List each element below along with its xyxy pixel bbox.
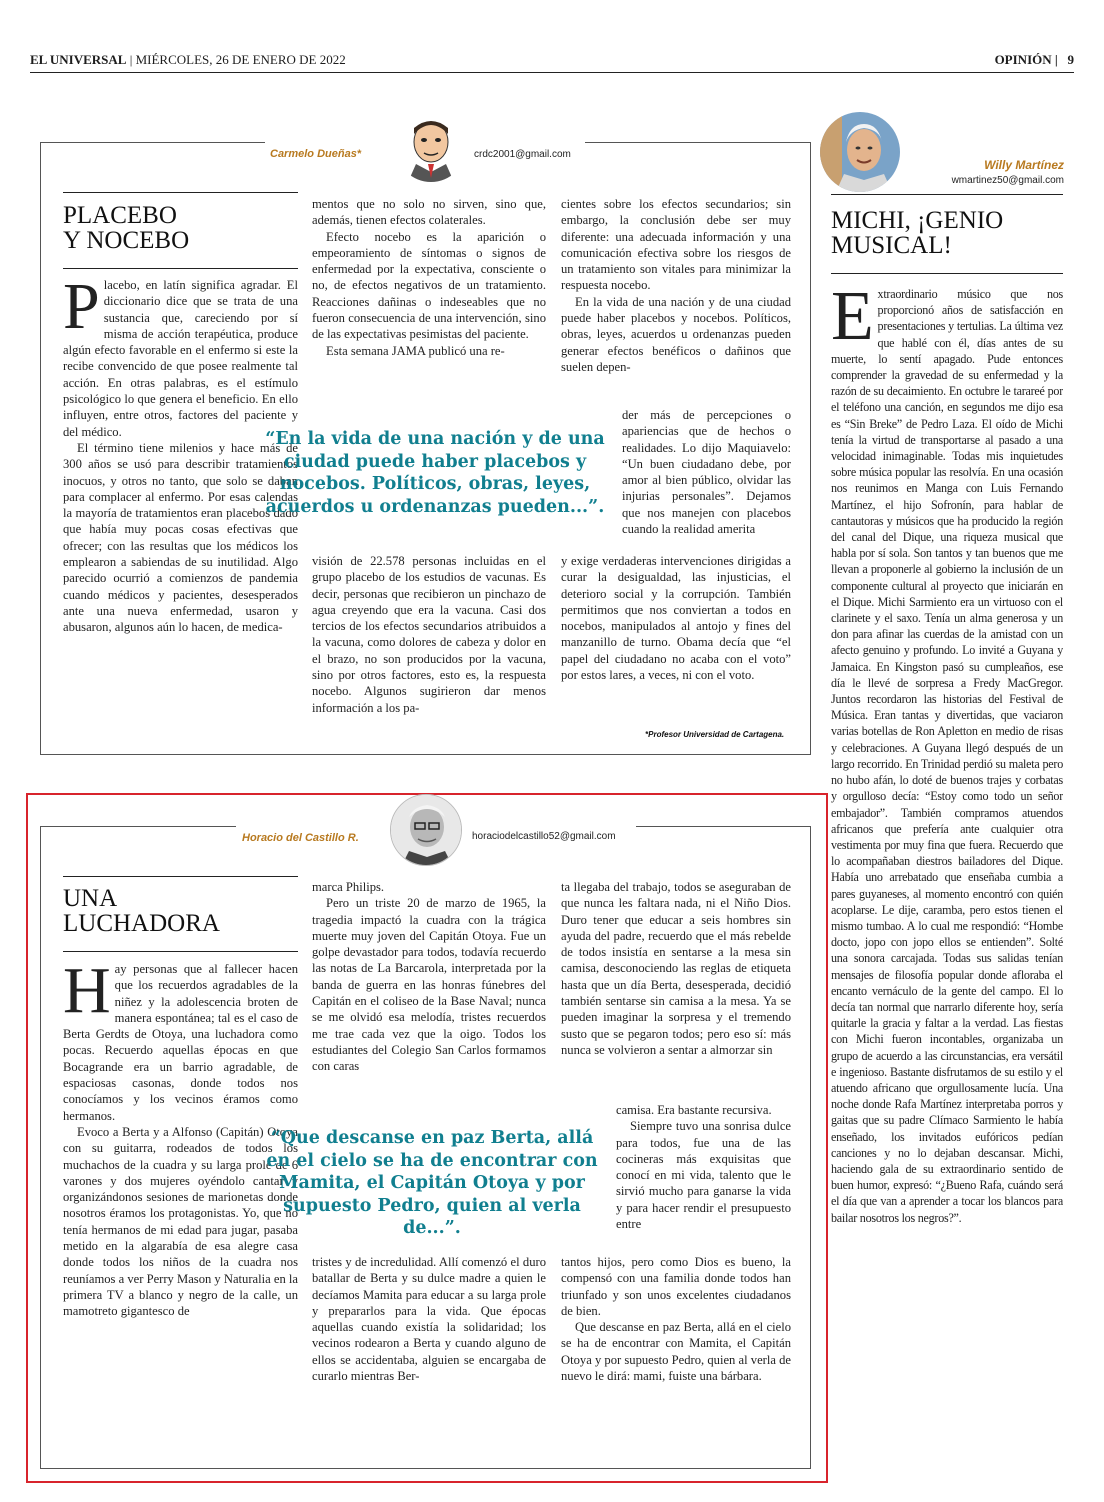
article-column-3-bottom: tantos hijos, pero como Dios es bueno, la compensó con una familia donde todos han triunfado y son unos excelentes ciudadanos de bien. Que descanse en paz Berta, allá en el cielo se ha de encontrar con Mamita, el Capitán Otoya y por supuesto Pedro, quien al verla de nuevo le dirá: mami, fuiste una bárbara. [561,1255,791,1384]
newspaper-header: EL UNIVERSAL | MIÉRCOLES, 26 DE ENERO DE 2022 [30,52,346,67]
article-column-2-top: mentos que no solo no sirven, sino que, además, tienen efectos colaterales. Efecto nocebo es la aparición o empeoramiento de síntomas o signos de enfermedad por la expectativa, consciente o no, de efectos negativos de un tratamiento. Reacciones dañinas o indeseables que no fueron consecuencia de una intervención, sino de las expectativas pesimistas del paciente. Esta semana JAMA publicó una re- [312,197,546,358]
article-column-2-bottom: tristes y de incredulidad. Allí comenzó el duro batallar de Berta y su dulce madre a quien le decíamos Mamita para educar a su larga prole y prepararlos para la vida. Que épocas aquellas cuando existía la solidaridad; los vecinos rodearon a Berta y cuando alguno de ellos se accidentaba, alguien se encargaba de curarlo mientras Ber- [312,1255,546,1384]
headline: PLACEBO Y NOCEBO [63,202,190,254]
page-number: 9 [1067,52,1074,67]
author-photo-icon [820,112,900,192]
pull-quote: “Que descanse en paz Berta, allá en el cielo se ha de encontrar con Mamita, el Capitán Otoya y por supuesto Pedro, quien al verla de...”. [266,1128,598,1238]
newspaper-name: EL UNIVERSAL [30,52,127,67]
article-column-2-top: marca Philips. Pero un triste 20 de marzo de 1965, la tragedia impactó la cuadra con la trágica muerte muy joven del Capitán Otoya. Fue un golpe devastador para todos, todavía recuerdo las notas de La Barcarola, interpretada por la banda de guerra en las honras fúnebres del Capitán en el coliseo de la Base Naval; nunca se me olvidó esa melodía, tristes recuerdos me trae cada vez que la oigo. Todos los estudiantes del Colegio San Carlos formamos con caras [312,880,546,1074]
pull-quote: “En la vida de una nación y de una ciudad puede haber placebos y nocebos. Políticos, obras, leyes, acuerdos u ordenanzas pueden...”. [265,429,605,517]
drop-cap: E [831,286,874,355]
author-email: horaciodelcastillo52@gmail.com [472,831,616,842]
article-column-2-bottom: visión de 22.578 personas incluidas en el grupo placebo de los estudios de vacunas. Es decir, personas que recibieron un pinchazo de agua creyendo que era la vacuna. Casi dos tercios de los efectos secundarios atribuidos a la vacuna, como dolores de cabeza y dolor en el brazo, no son producidos por la vacuna, sino por otros factores, esto es, la respuesta nocebo. Algunos sugirieron dar menos información a los pa- [312,554,546,715]
author-photo-icon [390,794,462,866]
article-column-3-top: ta llegaba del trabajo, todos se aseguraban de que nunca les faltara nada, ni el Niño Dios. Duro tener que educar a seis hombres sin ayuda del padre, recuerdo que el más rebelde de todos insistía en sentarse a la mesa sin camisa, desconociendo las reglas de etiqueta hasta que un día Berta, desesperada, decidió también sentarse sin camisa a la mesa. Ya se pueden imaginar la sorpresa y el tremendo susto que se pegaron todos; pero eso sí: más nunca se volvieron a sentar a almorzar sin [561,880,791,1057]
headline-rule-bottom [63,951,298,952]
author-name: Willy Martínez [984,158,1064,172]
drop-cap: H [63,961,111,1027]
author-email: wmartinez50@gmail.com [951,175,1064,186]
headline-rule-bottom [63,268,298,269]
article-column-1: Placebo, en latín significa agradar. El diccionario dice que se trata de una sustancia que, careciendo por sí misma de acción terapéutica, produce algún efecto favorable en el enfermo si este la recibe convencido de que posee realmente tal acción. En otras palabras, es el estímulo psicológico lo que genera el beneficio. En ello influyen, entre otros, factores del paciente y del médico. El término tiene milenios y hace más de 300 años se usó para describir tratamientos inocuos, y otros no tanto, que solo se daban para complacer al enfermo. Por esas calendas la mayoría de tratamientos eran placebos dado que había muy pocas cosas efectivas que ofrecer; con las resultas que los médicos los emplearon a sabiendas de su inutilidad. Algo parecido ocurrió a comienzos de pandemia cuando médicos y pacientes, desesperados ante una nueva enfermedad, usaron y abusaron, algunos aún lo hacen, de medica- [63,277,298,635]
headline: UNA LUCHADORA [63,885,220,937]
section-header: OPINIÓN | 9 [994,52,1074,67]
author-email: crdc2001@gmail.com [474,149,571,160]
author-caricature-icon [396,112,466,182]
header-rule [30,72,1074,73]
article-column-1: Hay personas que al fallecer hacen que los recuerdos agradables de la niñez y la adolescencia broten de manera espontánea; tal es el caso de Berta Gerdts de Otoya, una luchadora como pocas. Recuerdo aquellas épocas en que Bocagrande era un barrio agradable, de espaciosas casonas, donde todos nos conocíamos y los vecinos éramos como hermanos. Evoco a Berta y a Alfonso (Capitán) Otoya con su guitarra, rodeados de todos los muchachos de la cuadra y su larga prole de 6 varones y dos mujeres oyéndolo cantar y organizándonos sesiones de marionetas donde nosotros éramos los protagonistas. Yo, que no tenía hermanos de mi edad para jugar, pasaba metido en la algarabía de esa alegre casa donde todos los niños de la cuadra nos reuníamos a ver Perry Mason y Naturalia en la primera TV a blanco y negro de la calle, un mamotreto gigantesco de [63,961,298,1319]
headline-rule [63,876,298,877]
section-name: OPINIÓN [994,52,1052,67]
author-name: Carmelo Dueñas* [270,148,362,160]
headline: MICHI, ¡GENIO MUSICAL! [831,207,1004,259]
article-column-3-mid: camisa. Era bastante recursiva. Siempre tuvo una sonrisa dulce para todos, fue una de las cocineras más exquisitas que conocí en mi vida, talento que le sirvió mucho para ganarse la vida y para hacer rendir el presupuesto entre [616,1103,791,1232]
headline-rule [831,194,1063,195]
author-footnote: *Profesor Universidad de Cartagena. [645,730,785,739]
article-column-3-mid: der más de percepciones o apariencias que de hechos o realidades. Lo dijo Maquiavelo: “Un buen ciudadano debe, por amor al bien público, olvidar las injurias personales”. Dejamos que nos manejen con placebos cuando la realidad amerita [622,408,791,537]
headline-rule-bottom [831,273,1063,274]
headline-rule [63,192,298,193]
article-column-3-bottom: y exige verdaderas intervenciones dirigidas a curar la desigualdad, las injusticias, el deterioro social y la corrupción. También permitimos que nos conviertan a todos en nocebos, manipulados al antojo y fines del manzanillo de turno. Obama decía que “el papel del ciudadano no acaba con el voto” por estos lares, a veces, ni con el voto. [561,554,791,683]
issue-date: MIÉRCOLES, 26 DE ENERO DE 2022 [135,52,346,67]
article-column-3-top: cientes sobre los efectos secundarios; sin embargo, la conclusión debe ser muy diferente: una adecuada información y una comunicación efectiva sobre los riesgos de un tratamiento son vitales para minimizar la respuesta nocebo. En la vida de una nación y de una ciudad puede haber placebos y nocebos. Políticos, obras, leyes, acuerdos u ordenanzas pueden generar efectos benéficos o dañinos que suelen depen- [561,197,791,374]
article-column: Extraordinario músico que nos proporcionó años de satisfacción en presentaciones y tertulias. La última vez que hablé con él, días antes de su muerte, lo sentí apagado. Pude entonces comprender la gravedad de su enfermedad y la razón de su decaimiento. En octubre le tarareé por el teléfono una canción, en segundos me dijo esa es “Sin Breke” de Pedro Laza. El oído de Michi tenía la virtud de transportarse al pasado a una velocidad inimaginable. Todas mis inquietudes sobre música popular las resolvía. En una ocasión nos reunimos en Manga con Luis Fernando Martínez, el hijo Sofronín, para hablar de cantautoras y músicos que ha producido la región del canal del Dique, una riqueza musical que habla por sí sola. Son tantos y tan buenos que me llevan a proponerle al gobierno la inclusión de un componente cultural al proyecto que iniciarán en el Dique. Michi Sarmiento era un virtuoso con el clarinete y el saxo. Tenía un alma generosa y un don para afinar las cuerdas de la amistad con un afecto genuino y profundo. Lo invité a Guyana y Jamaica. En Kingston pasó su cumpleaños, ese día le llevé de sorpresa a Fredy MacGregor. Juntos recordaron las historias del Festival de Música. Eran tantas y divertidas, que vaciaron varias botellas de Ron Apletton en medio de risas y celebraciones. A Guyana llegó después de un largo recorrido. En Trinidad perdió su maleta pero no hubo afán, lo doté de buenos trajes y corbatas y orgulloso decía: “Estoy como todo un señor embajador”. También compramos atuendos africanos que prefería ante cualquier otra vestimenta por muy fina que fuera. Recuerdo que lo acompañaban diestros bailadores del Dique. Había uno arrebatado que enseñaba cumbia a pares guyaneses, al momento encontró con quién acoplarse. Le dije, caramba, pero estos tienen el mismo tumbao. A lo cual me respondió: “Hombe docto, jopo con jopo ellos se entienden”. Solté una sonora carcajada. Todas sus salidas tenían mensajes de filosofía popular donde afloraba el encanto vernáculo de la gente del campo. El lo decía tan normal que narrarlo diferente hoy, sería quitarle la gracia y faltar a la verdad. Las fiestas con Michi fueron incontables, organizaba un grupo de acuerdo a las circunstancias, era versátil e ingenioso. Bastante disfrutamos de su estilo y el atuendo africano que orgullosamente lucía. Una noche donde Rafa Martínez interpretaba porros y gaitas que su padre Clímaco Sarmiento le había enseñado, los invitados eufóricos pedían canciones y no lo dejaban descansar. Michi, haciendo gala de su extraordinario sentido de buen humor, expresó: “¿Bueno Rafa, cuándo será el día que van a aprender a tocar los blancos para bailar nosotros los negros?”. [831,286,1063,1225]
author-name: Horacio del Castillo R. [242,832,359,844]
drop-cap: P [63,277,100,343]
